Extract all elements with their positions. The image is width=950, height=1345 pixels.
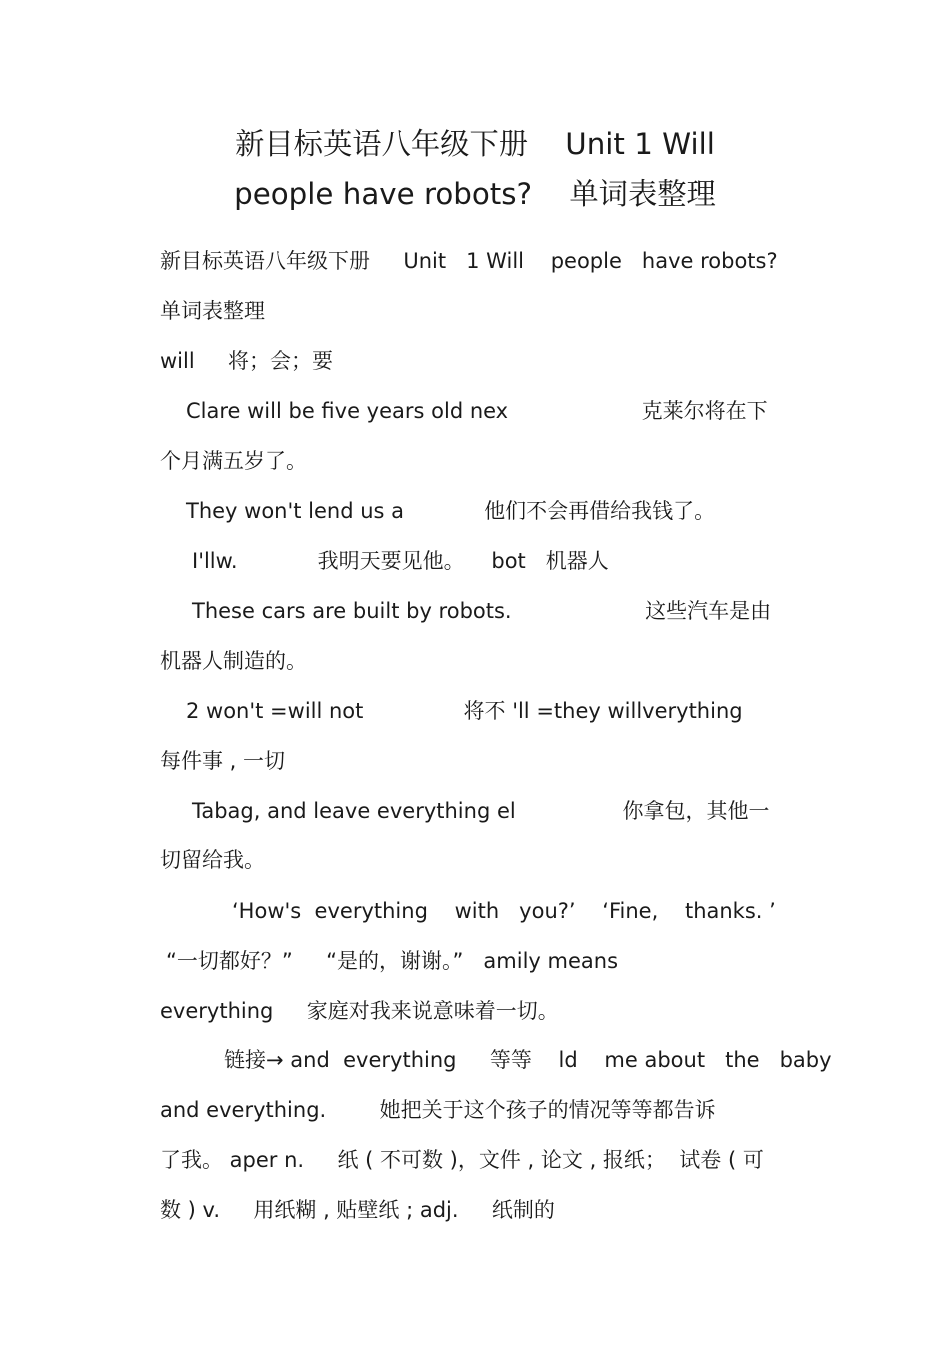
text-line-8: These cars are built by robots. 这些汽车是由 [192,599,772,623]
text-line-17: 链接→ and everything 等等 ld me about the baby [224,1048,832,1072]
text-line-14: ‘How's everything with you?’ ‘Fine, thanks. ’ [232,899,776,923]
text-line-1: 新目标英语八年级下册 Unit 1 Will people have robots? [160,249,778,273]
text-line-19: 了我。 aper n. 纸 ( 不可数 )，文件 , 论文 , 报纸； 试卷 ( 可 [160,1148,764,1172]
text-line-18: and everything. 她把关于这个孩子的情况等等都告诉 [160,1098,716,1122]
text-line-6: They won't lend us a 他们不会再借给我钱了。 [186,499,716,523]
text-line-2: 单词表整理 [160,299,265,323]
text-line-9: 机器人制造的。 [160,649,307,673]
text-line-20: 数 ) v. 用纸糊 , 贴壁纸 ; adj. 纸制的 [160,1198,555,1222]
document-title-line-2: people have robots? 单词表整理 [234,177,716,211]
text-line-15: “一切都好？” “是的，谢谢。” amily means [166,949,619,973]
text-line-5: 个月满五岁了。 [160,449,307,473]
text-line-3: will 将；会；要 [160,349,334,373]
text-line-11: 每件事 , 一切 [160,749,286,773]
text-line-7: I'llw. 我明天要见他。 bot 机器人 [192,549,609,573]
text-line-16: everything 家庭对我来说意味着一切。 [160,999,559,1023]
text-line-12: Tabag, and leave everything el 你拿包，其他一 [192,799,770,823]
document-title-line-1: 新目标英语八年级下册 Unit 1 Will [235,127,715,161]
text-line-10: 2 won't =will not 将不 'll =they willverything [186,699,743,723]
text-line-13: 切留给我。 [160,848,265,872]
text-line-4: Clare will be five years old nex 克莱尔将在下 [186,399,768,423]
